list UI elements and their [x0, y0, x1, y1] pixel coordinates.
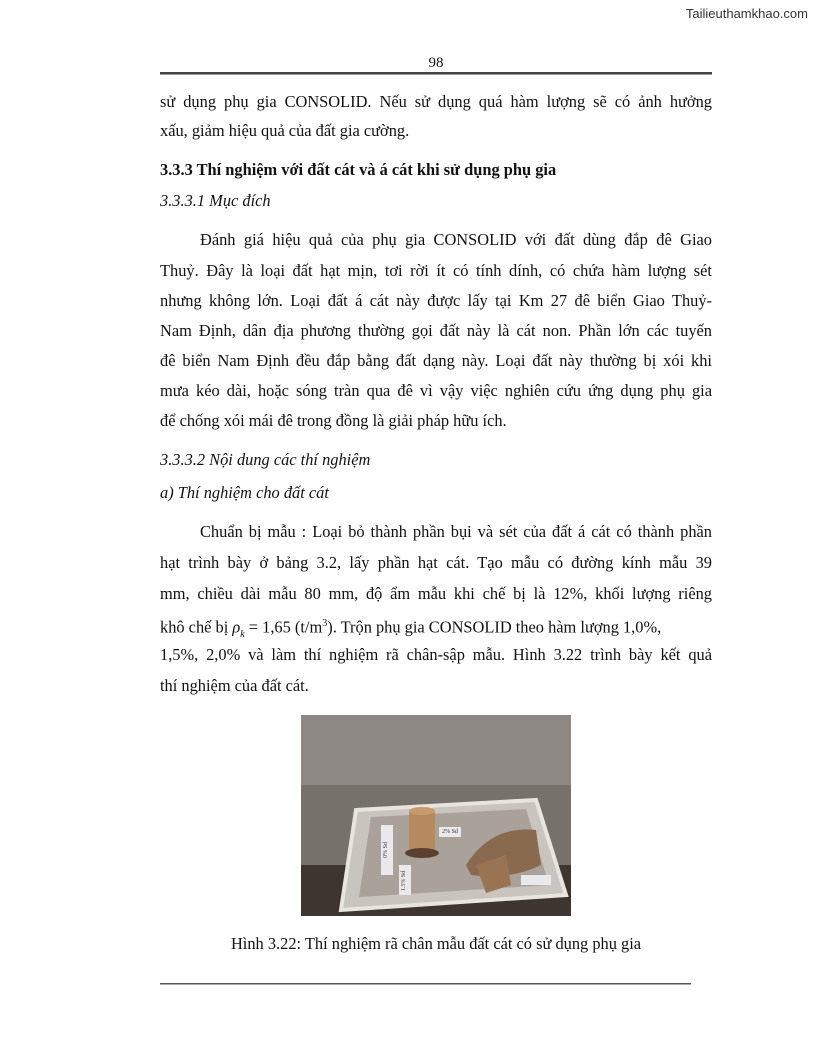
text-line: sử dụng phụ gia CONSOLID. Nếu sử dụng quá hàm lượng sẽ có ảnh hưởng — [160, 92, 712, 111]
sample-label: 2% Sd — [442, 829, 458, 835]
rho-symbol: ρ — [232, 617, 241, 637]
text-line: 1,5%, 2,0% và làm thí nghiệm rã chân-sập mẫu. Hình 3.22 trình bày kết quả — [160, 645, 712, 664]
watermark: Tailieuthamkhao.com — [685, 6, 808, 21]
text-line: xấu, giảm hiệu quả của đất gia cường. — [160, 121, 410, 140]
text-line: Nam Định, dân địa phương thường gọi đất này là cát non. Phần lớn các tuyến — [160, 321, 712, 340]
subsection-heading: a) Thí nghiệm cho đất cát — [160, 483, 329, 502]
subsection-heading: 3.3.3.1 Mục đích — [160, 191, 271, 210]
formula-line: khô chế bị $\rho_k = 1,65$ $(t/m^3)$. Trộn phụ gia CONSOLID theo hàm lượng 1,0%, — [160, 617, 662, 640]
text-line: Đánh giá hiệu quả của phụ gia CONSOLID với đất dùng đắp đê Giao — [200, 230, 712, 249]
text-line: để chống xói mái đê trong đồng là giải pháp hữu ích. — [160, 411, 507, 430]
text-line: nhưng không lớn. Loại đất á cát này được lấy tại Km 27 đê biển Giao Thuỷ- — [160, 291, 712, 310]
section-heading: 3.3.3 Thí nghiệm với đất cát và á cát khi sử dụng phụ gia — [160, 160, 557, 179]
text-line: Chuẩn bị mẫu : Loại bỏ thành phần bụi và sét của đất á cát có thành phần — [200, 522, 712, 541]
footer-rule — [160, 983, 691, 985]
page-number: 98 — [428, 55, 444, 71]
text-line: Thuỷ. Đây là loại đất hạt mịn, tơi rời ít có tính dính, có chứa hàm lượng sét — [160, 261, 712, 280]
text-line: đê biển Nam Định đều đắp bằng đất dạng này. Loại đất này thường bị xói khi — [160, 351, 712, 370]
subsection-heading: 3.3.3.2 Nội dung các thí nghiệm — [160, 450, 371, 469]
text-line: thí nghiệm của đất cát. — [160, 676, 309, 695]
text-line: hạt trình bày ở bảng 3.2, lấy phần hạt cát. Tạo mẫu có đường kính mẫu 39 — [160, 553, 712, 572]
sample-label: 0% Sd — [383, 842, 389, 858]
header-rule — [160, 72, 712, 75]
figure-photo — [301, 715, 571, 916]
text-line: mưa kéo dài, hoặc sóng tràn qua đê vì vậy việc nghiên cứu ứng dụng phụ gia — [160, 381, 712, 400]
text-line: mm, chiều dài mẫu 80 mm, độ ẩm mẫu khi chế bị là 12%, khối lượng riêng — [160, 584, 712, 603]
tray-photo-illustration — [301, 715, 571, 916]
figure-caption: Hình 3.22: Thí nghiệm rã chân mẫu đất cát có sử dụng phụ gia — [230, 934, 642, 953]
sample-label: 1.5% Sd — [401, 870, 407, 892]
